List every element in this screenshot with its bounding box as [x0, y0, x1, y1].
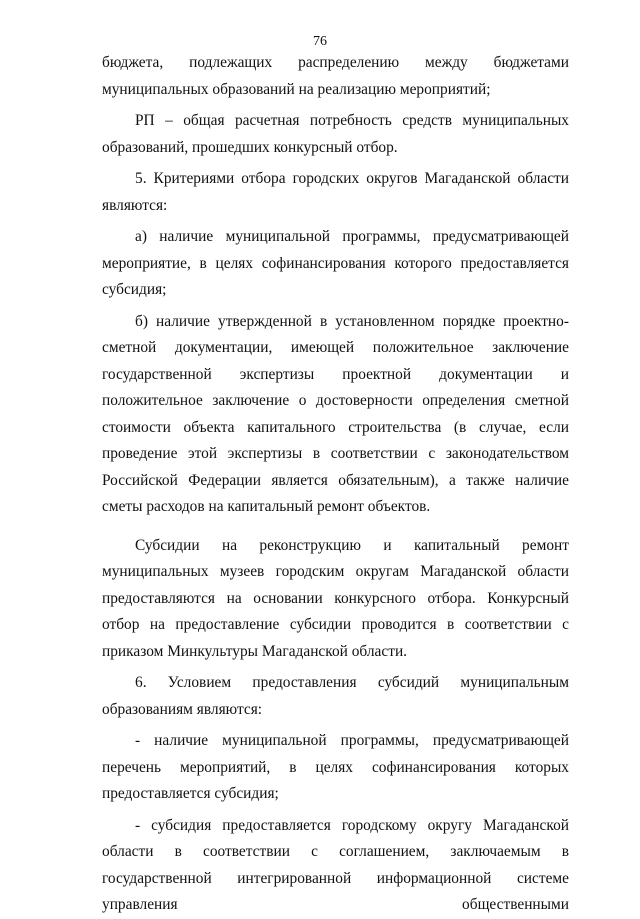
paragraph-criterion-b: б) наличие утвержденной в установленном порядке проектно-сметной документации, имеющей положительное заключение государственной экспертизы проектной документации и положительное заключение о достоверности определения сметной стоимости объекта капитального строительства (в случае, если проведение этой экспертизы в соответствии с законодательством Российской Федерации является обязательным), а также наличие сметы расходов на капитальный ремонт объектов. [102, 312, 569, 515]
paragraph-selection-criteria: 5. Критериями отбора городских округов Магаданской области являются: [102, 170, 569, 214]
paragraph-criterion-a: а) наличие муниципальной программы, предусматривающей мероприятие, в целях софинансирования которого предоставляется субсидия; [102, 228, 569, 298]
paragraph-condition-program: - наличие муниципальной программы, предусматривающей перечень мероприятий, в целях софинансирования которых предоставляется субсидия; [102, 732, 569, 802]
paragraph-museum-subsidies: Субсидии на реконструкцию и капитальный ремонт муниципальных музеев городским округам Магаданской области предоставляются на основании конкурсного отбора. Конкурсный отбор на предоставление субсидии проводится в соответствии с приказом Минкультуры Магаданской области. [102, 536, 569, 660]
page-number: 76 [313, 34, 327, 49]
paragraph-rp-definition: РП – общая расчетная потребность средств муниципальных образований, прошедших конкурсный отбор. [102, 112, 569, 156]
paragraph-conditions: 6. Условием предоставления субсидий муниципальным образованиям являются: [102, 674, 569, 718]
paragraph-condition-agreement: - субсидия предоставляется городскому округу Магаданской области в соответствии с соглашением, заключаемым в государственной интегрированной информационной системе управления общественными [102, 816, 569, 913]
document-body [102, 50, 569, 919]
paragraph-budget-continuation: бюджета, подлежащих распределению между бюджетами муниципальных образований на реализацию мероприятий; [102, 54, 569, 98]
